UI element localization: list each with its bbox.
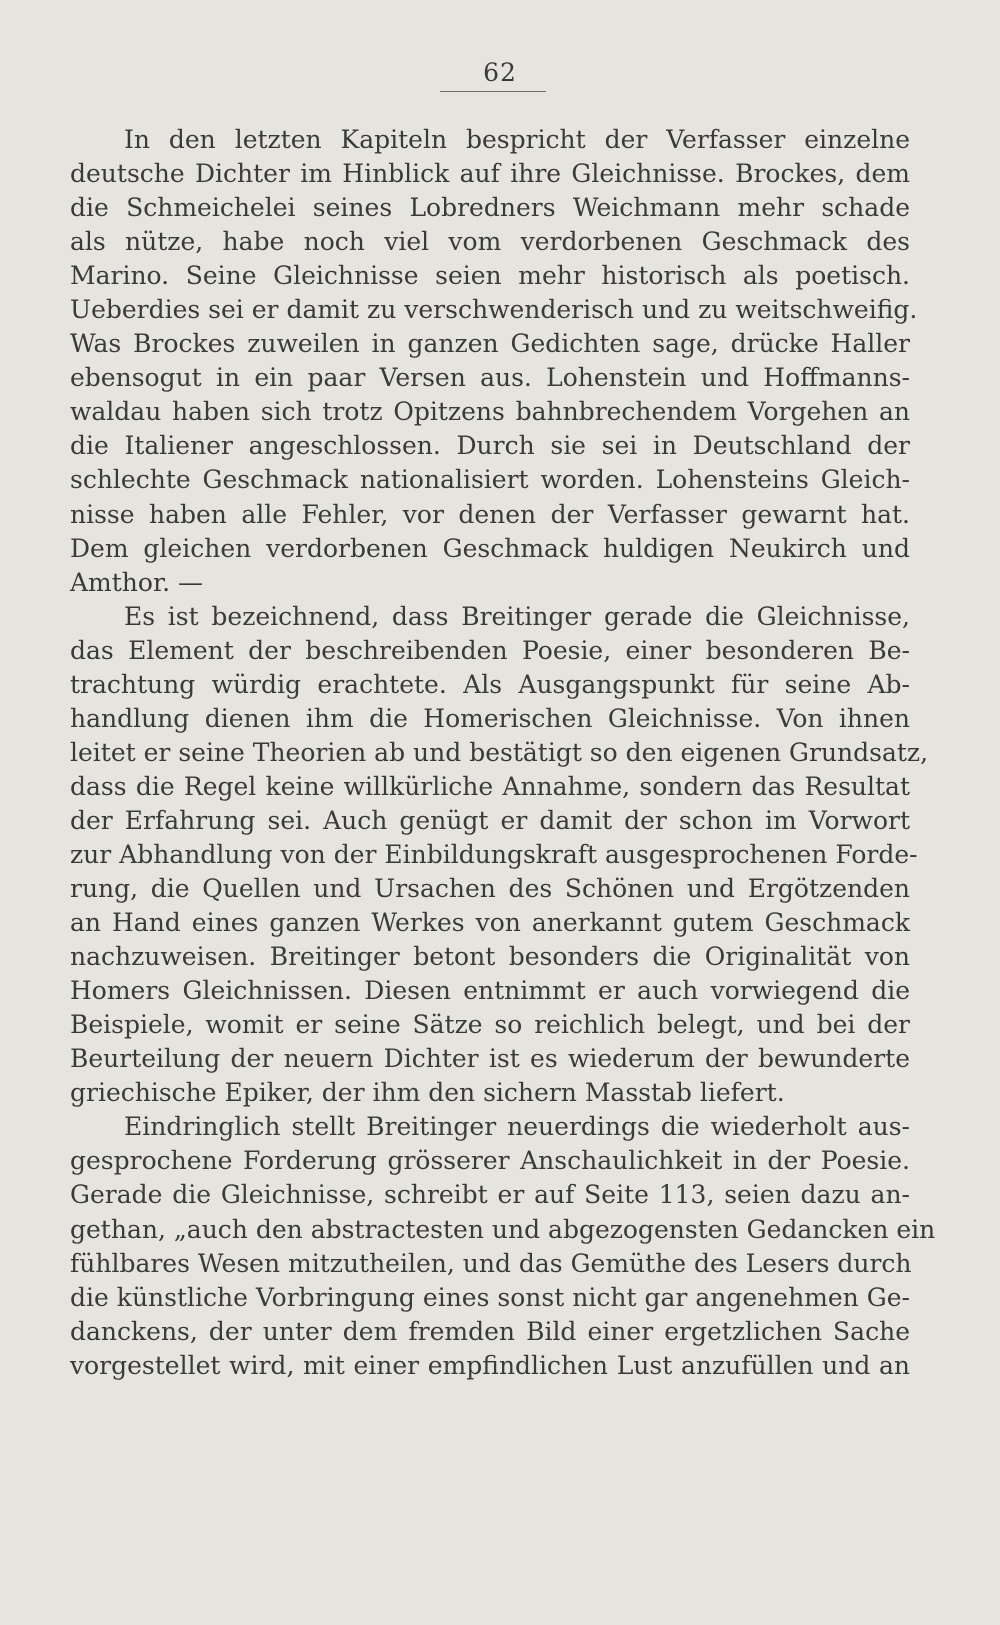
text-line: Was Brockes zuweilen in ganzen Gedichten sage, drücke Haller xyxy=(70,329,910,359)
text-line: rung, die Quellen und Ursachen des Schönen und Ergötzenden xyxy=(70,874,910,904)
text-line: Amthor. — xyxy=(70,567,204,597)
text-line: Homers Gleichnissen. Diesen entnimmt er auch vorwiegend die xyxy=(70,976,910,1006)
text-line: ebensogut in ein paar Versen aus. Lohenstein und Hoffmanns- xyxy=(70,363,910,393)
text-line: Beurteilung der neuern Dichter ist es wiederum der bewunderte xyxy=(70,1044,910,1074)
text-line: Dem gleichen verdorbenen Geschmack huldigen Neukirch und xyxy=(70,533,910,563)
text-line: griechische Epiker, der ihm den sichern Masstab liefert. xyxy=(70,1078,785,1108)
text-line: deutsche Dichter im Hinblick auf ihre Gleichnisse. Brockes, dem xyxy=(70,159,910,189)
text-line: an Hand eines ganzen Werkes von anerkannt gutem Geschmack xyxy=(70,908,910,938)
text-line: fühlbares Wesen mitzutheilen, und das Gemüthe des Lesers durch xyxy=(70,1248,912,1278)
text-line: Gerade die Gleichnisse, schreibt er auf Seite 113, seien dazu an- xyxy=(70,1180,910,1210)
text-line: leitet er seine Theorien ab und bestätigt so den eigenen Grundsatz, xyxy=(70,737,929,767)
text-line: der Erfahrung sei. Auch genügt er damit der schon im Vorwort xyxy=(70,805,910,835)
body-text xyxy=(70,123,936,1383)
text-line: danckens, der unter dem fremden Bild einer ergetzlichen Sache xyxy=(70,1316,910,1346)
text-line: die künstliche Vorbringung eines sonst nicht gar angenehmen Ge- xyxy=(70,1282,910,1312)
text-line: nachzuweisen. Breitinger betont besonders die Originalität von xyxy=(70,942,910,972)
text-line: Beispiele, womit er seine Sätze so reichlich belegt, und bei der xyxy=(70,1010,910,1040)
text-line: In den letzten Kapiteln bespricht der Verfasser einzelne xyxy=(124,125,910,154)
text-line: zur Abhandlung von der Einbildungskraft ausgesprochenen Forde- xyxy=(70,839,918,869)
page-number: 62 xyxy=(483,58,517,87)
header-rule xyxy=(440,91,546,92)
text-line: dass die Regel keine willkürliche Annahme, sondern das Resultat xyxy=(70,771,910,801)
text-line: nisse haben alle Fehler, vor denen der Verfasser gewarnt hat. xyxy=(70,499,910,529)
text-line: die Italiener angeschlossen. Durch sie sei in Deutschland der xyxy=(70,431,910,461)
text-line: schlechte Geschmack nationalisiert worden. Lohensteins Gleich- xyxy=(70,465,910,495)
text-line: handlung dienen ihm die Homerischen Gleichnisse. Von ihnen xyxy=(70,703,910,733)
text-line: trachtung würdig erachtete. Als Ausgangspunkt für seine Ab- xyxy=(70,669,910,699)
text-line: die Schmeichelei seines Lobredners Weichmann mehr schade xyxy=(70,193,910,223)
text-line: Marino. Seine Gleichnisse seien mehr historisch als poetisch. xyxy=(70,261,910,291)
text-line: als nütze, habe noch viel vom verdorbenen Geschmack des xyxy=(70,227,910,257)
text-line: vorgestellet wird, mit einer empfindlichen Lust anzufüllen und an xyxy=(70,1350,910,1380)
text-line: gesprochene Forderung grösserer Anschaulichkeit in der Poesie. xyxy=(70,1146,910,1176)
text-line: Es ist bezeichnend, dass Breitinger gerade die Gleichnisse, xyxy=(124,601,910,631)
text-line: Ueberdies sei er damit zu verschwenderisch und zu weitschweifig. xyxy=(70,295,918,325)
text-line: das Element der beschreibenden Poesie, einer besonderen Be- xyxy=(70,635,910,665)
text-line: gethan, „auch den abstractesten und abgezogensten Gedancken ein xyxy=(70,1214,936,1244)
text-line: waldau haben sich trotz Opitzens bahnbrechendem Vorgehen an xyxy=(70,397,910,427)
text-line: Eindringlich stellt Breitinger neuerdings die wiederholt aus- xyxy=(124,1112,910,1142)
